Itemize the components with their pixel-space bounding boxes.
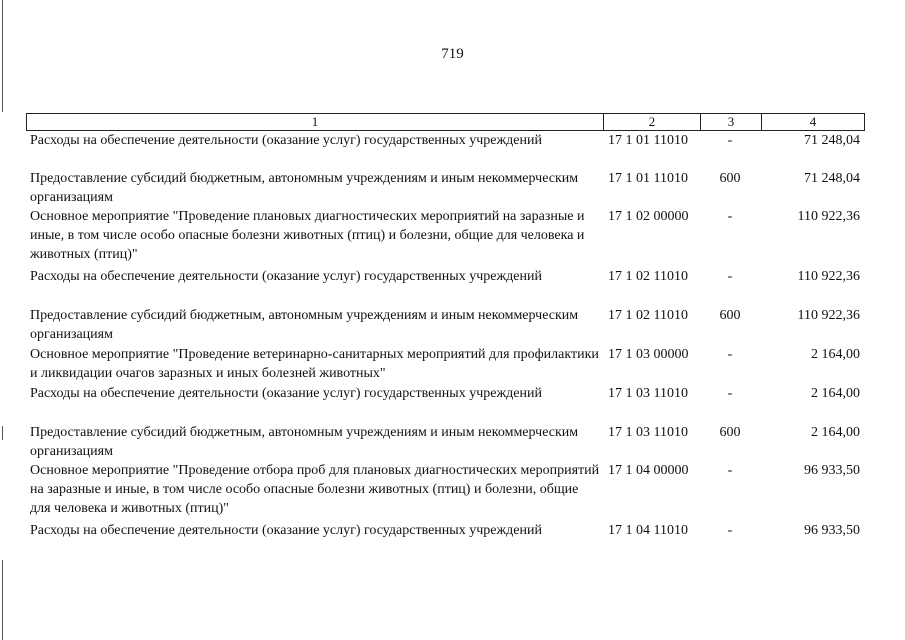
row-amount: 71 248,04	[804, 133, 860, 148]
row-code: 17 1 01 11010	[608, 133, 688, 148]
row-code: 17 1 02 11010	[608, 269, 688, 284]
header-col-1: 1	[311, 114, 319, 129]
row-type: -	[727, 133, 733, 148]
row-description: Предоставление субсидий бюджетным, автономным учреждениям и иным некоммерческим организациям	[30, 171, 579, 205]
row-amount: 96 933,50	[804, 523, 860, 538]
row-type: -	[727, 463, 733, 478]
row-code: 17 1 03 00000	[608, 347, 689, 362]
row-type: -	[727, 386, 733, 401]
row-type: 600	[719, 425, 741, 440]
row-description: Расходы на обеспечение деятельности (оказание услуг) государственных учреждений	[30, 133, 542, 148]
scan-edge-line-mid	[2, 426, 3, 440]
header-col-3: 3	[700, 114, 761, 130]
row-amount: 2 164,00	[811, 425, 860, 440]
row-code: 17 1 04 00000	[608, 463, 689, 478]
table-header	[26, 113, 865, 131]
header-col-4: 4	[761, 114, 864, 130]
row-type: -	[727, 269, 733, 284]
row-code: 17 1 03 11010	[608, 386, 688, 401]
row-description: Расходы на обеспечение деятельности (оказание услуг) государственных учреждений	[30, 523, 542, 538]
row-type: -	[727, 347, 733, 362]
header-col-2: 2	[603, 114, 700, 130]
row-description: Основное мероприятие "Проведение ветеринарно-санитарных мероприятий для профилактики и ликвидации очагов заразных и иных болезней животных"	[30, 347, 599, 381]
row-amount: 2 164,00	[811, 386, 860, 401]
row-code: 17 1 01 11010	[608, 171, 688, 186]
row-amount: 110 922,36	[797, 308, 860, 323]
row-description: Основное мероприятие "Проведение плановых диагностических мероприятий на заразные и иные, в том числе особо опасные болезни животных (птиц) и болезни, общие для человека и животных (птиц)"	[30, 209, 585, 262]
row-amount: 96 933,50	[804, 463, 860, 478]
row-description: Основное мероприятие "Проведение отбора проб для плановых диагностических мероприятий на заразные и иные, в том числе особо опасные болезни животных (птиц) и болезни, общие для человека и животных (птиц)"	[30, 463, 600, 516]
row-amount: 71 248,04	[804, 171, 860, 186]
row-description: Предоставление субсидий бюджетным, автономным учреждениям и иным некоммерческим организациям	[30, 308, 579, 342]
row-amount: 110 922,36	[797, 209, 860, 224]
scan-edge-line-bottom	[2, 560, 3, 640]
row-description: Расходы на обеспечение деятельности (оказание услуг) государственных учреждений	[30, 386, 542, 401]
row-type: -	[727, 523, 733, 538]
row-type: 600	[719, 308, 741, 323]
page-number: 719	[441, 46, 464, 62]
row-code: 17 1 02 11010	[608, 308, 688, 323]
row-code: 17 1 02 00000	[608, 209, 689, 224]
row-type: 600	[719, 171, 741, 186]
row-code: 17 1 03 11010	[608, 425, 688, 440]
row-type: -	[727, 209, 733, 224]
row-amount: 2 164,00	[811, 347, 860, 362]
row-amount: 110 922,36	[797, 269, 860, 284]
row-code: 17 1 04 11010	[608, 523, 688, 538]
row-description: Расходы на обеспечение деятельности (оказание услуг) государственных учреждений	[30, 269, 542, 284]
row-description: Предоставление субсидий бюджетным, автономным учреждениям и иным некоммерческим организациям	[30, 425, 579, 459]
